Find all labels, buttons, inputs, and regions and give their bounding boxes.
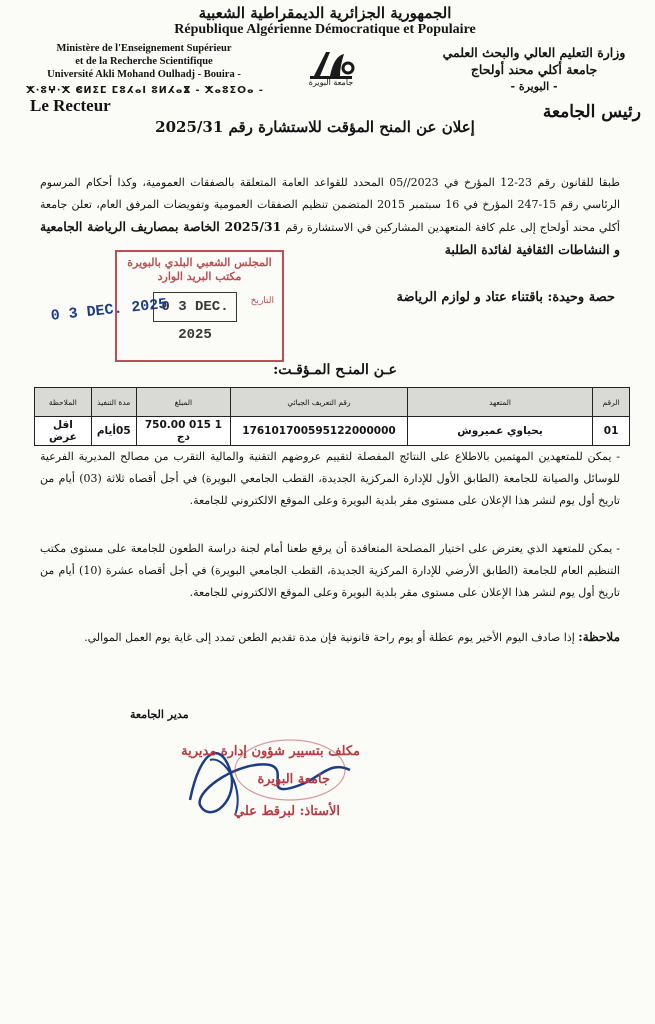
stamp-line2: مكتب البريد الوارد	[157, 270, 242, 283]
city-arabic: - البويرة -	[510, 80, 558, 93]
table-row	[35, 417, 630, 446]
note-text: إذا صادف اليوم الأخير يوم عطلة أو يوم راحة قانونية فإن مدة تقديم الطعن تمدد إلى غاية يوم العمل الموالي.	[84, 631, 579, 644]
director-label: مدير الجامعة	[130, 708, 189, 721]
note-paragraph	[40, 626, 620, 649]
table-header-row	[35, 388, 630, 417]
republic-arabic: الجمهورية الجزائرية الديمقراطية الشعبية	[198, 4, 452, 22]
cell-number: 01	[593, 417, 630, 446]
university-logo	[300, 46, 362, 90]
intro-paragraph	[40, 172, 620, 262]
ministry-french-line2: et de la Recherche Scientifique	[75, 56, 213, 67]
signature-stamp-line3: الأستاذ: لبرقط علي	[234, 804, 340, 819]
university-arabic: جامعة أكلي محند أولحاج	[470, 62, 598, 77]
rector-arabic: رئيس الجامعة	[542, 102, 641, 122]
col-amount: المبلغ	[136, 388, 230, 417]
cell-tax-id: 176101700595122000000	[231, 417, 408, 446]
consultation-subject: 2025/31 الخاصة بمصاريف الرياضة الجامعية و النشاطات الثقافية لفائدة الطلبة	[40, 219, 620, 257]
university-tifinagh: ⵅ⋅ⵓⵖ⋅ⵅ ⵞⵍⵉⵎ ⵎⵓⵃⴰⵏ ⵓⵍⵃⴰⴵ - ⵅⴰⵓⵉⵔⴰ -	[26, 85, 264, 96]
cell-remark: اقل عرض	[35, 417, 92, 446]
side-date-stamp: 0 3 DEC. 2025	[50, 295, 169, 325]
lot-description: حصة وحيدة: باقتناء عتاد و لوازم الرياضة	[396, 290, 615, 305]
appeal-paragraph: - يمكن للمتعهد الذي يعترض على اختيار المصلحة المتعاقدة أن يرفع طعنا أمام لجنة دراسة الطعون للجامعة على مستوى مكتب التنظيم العام للجامعة (الطابق الأرضي للإدارة المركزية الجديدة، القطب الجامعي البويرة) في أجل أقصاه عشرة (10) أيام من تاريخ أول يوم لنشر هذا الإعلان على مستوى مقر بلدية البويرة وعلى الموقع الالكتروني للجامعة.	[40, 542, 620, 599]
col-number: الرقم	[593, 388, 630, 417]
signature-stamp-line1: مكلف بتسيير شؤون إدارة مديرية	[181, 744, 360, 759]
results-paragraph: - يمكن للمتعهدين المهتمين بالاطلاع على النتائج المفصلة لتقييم عروضهم التقنية والمالية التقرب من مصالح المديرية الفرعية للوسائل والصيانة للجامعة (الطابق الأول للإدارة المركزية الجديدة، القطب الجامعي البويرة) في أجل أقصاه ثلاثة (03) أيام من تاريخ أول يوم لنشر هذا الإعلان على مستوى مقر بلدية البويرة وعلى الموقع الالكتروني للجامعة.	[40, 450, 620, 507]
cell-duration: 05أيام	[91, 417, 136, 446]
ministry-french-line1: Ministère de l'Enseignement Supérieur	[56, 43, 232, 54]
note-label: ملاحظة:	[578, 630, 620, 644]
ministry-arabic: وزارة التعليم العالي والبحث العلمي	[442, 45, 626, 60]
ministry-french-block	[14, 42, 274, 81]
stamp-date: 0 3 DEC. 2025	[153, 292, 237, 322]
col-tax-id: رقم التعريف الجبائي	[231, 388, 408, 417]
signature-stamp-line2: جامعة البويرة	[257, 772, 330, 787]
col-bidder: المتعهد	[407, 388, 592, 417]
logo-caption: جامعة البويرة	[308, 78, 354, 87]
cell-bidder: يحياوي عميروش	[407, 417, 592, 446]
col-duration: مدة التنفيذ	[91, 388, 136, 417]
ministry-arabic-block	[429, 44, 639, 95]
intro-paragraph-text: طبقا للقانون رقم 23-12 المؤرخ في 2023//05 المحدد للقواعد العامة المتعلقة بالصفقات العمومية، وكذا أحكام المرسوم الرئاسي رقم 15-247 المؤرخ في 16 سبتمبر 2015 المتضمن تنظيم الصفقات العمومية وتفويضات المرفق العام، تعلن جامعة أكلي محند أولحاج إلى علم كافة المتعهدين المشاركين في الاستشارة رقم	[40, 176, 620, 234]
stamp-date-label: التاريخ	[250, 296, 274, 306]
cell-amount: 1 015 750.00 دج	[136, 417, 230, 446]
announcement-title: إعلان عن المنح المؤقت للاستشارة رقم 2025/31	[155, 118, 475, 136]
stamp-line1: المجلس الشعبي البلدي بالبويرة	[127, 256, 272, 269]
award-table	[34, 387, 630, 446]
col-remark: الملاحظة	[35, 388, 92, 417]
award-subtitle: عـن المنـح المـؤقـت:	[273, 362, 397, 378]
signature-stamp	[150, 730, 360, 840]
republic-french: République Algérienne Démocratique et Populaire	[174, 22, 476, 37]
recteur-title: Le Recteur	[30, 96, 111, 115]
university-french: Université Akli Mohand Oulhadj - Bouira -	[47, 69, 241, 80]
